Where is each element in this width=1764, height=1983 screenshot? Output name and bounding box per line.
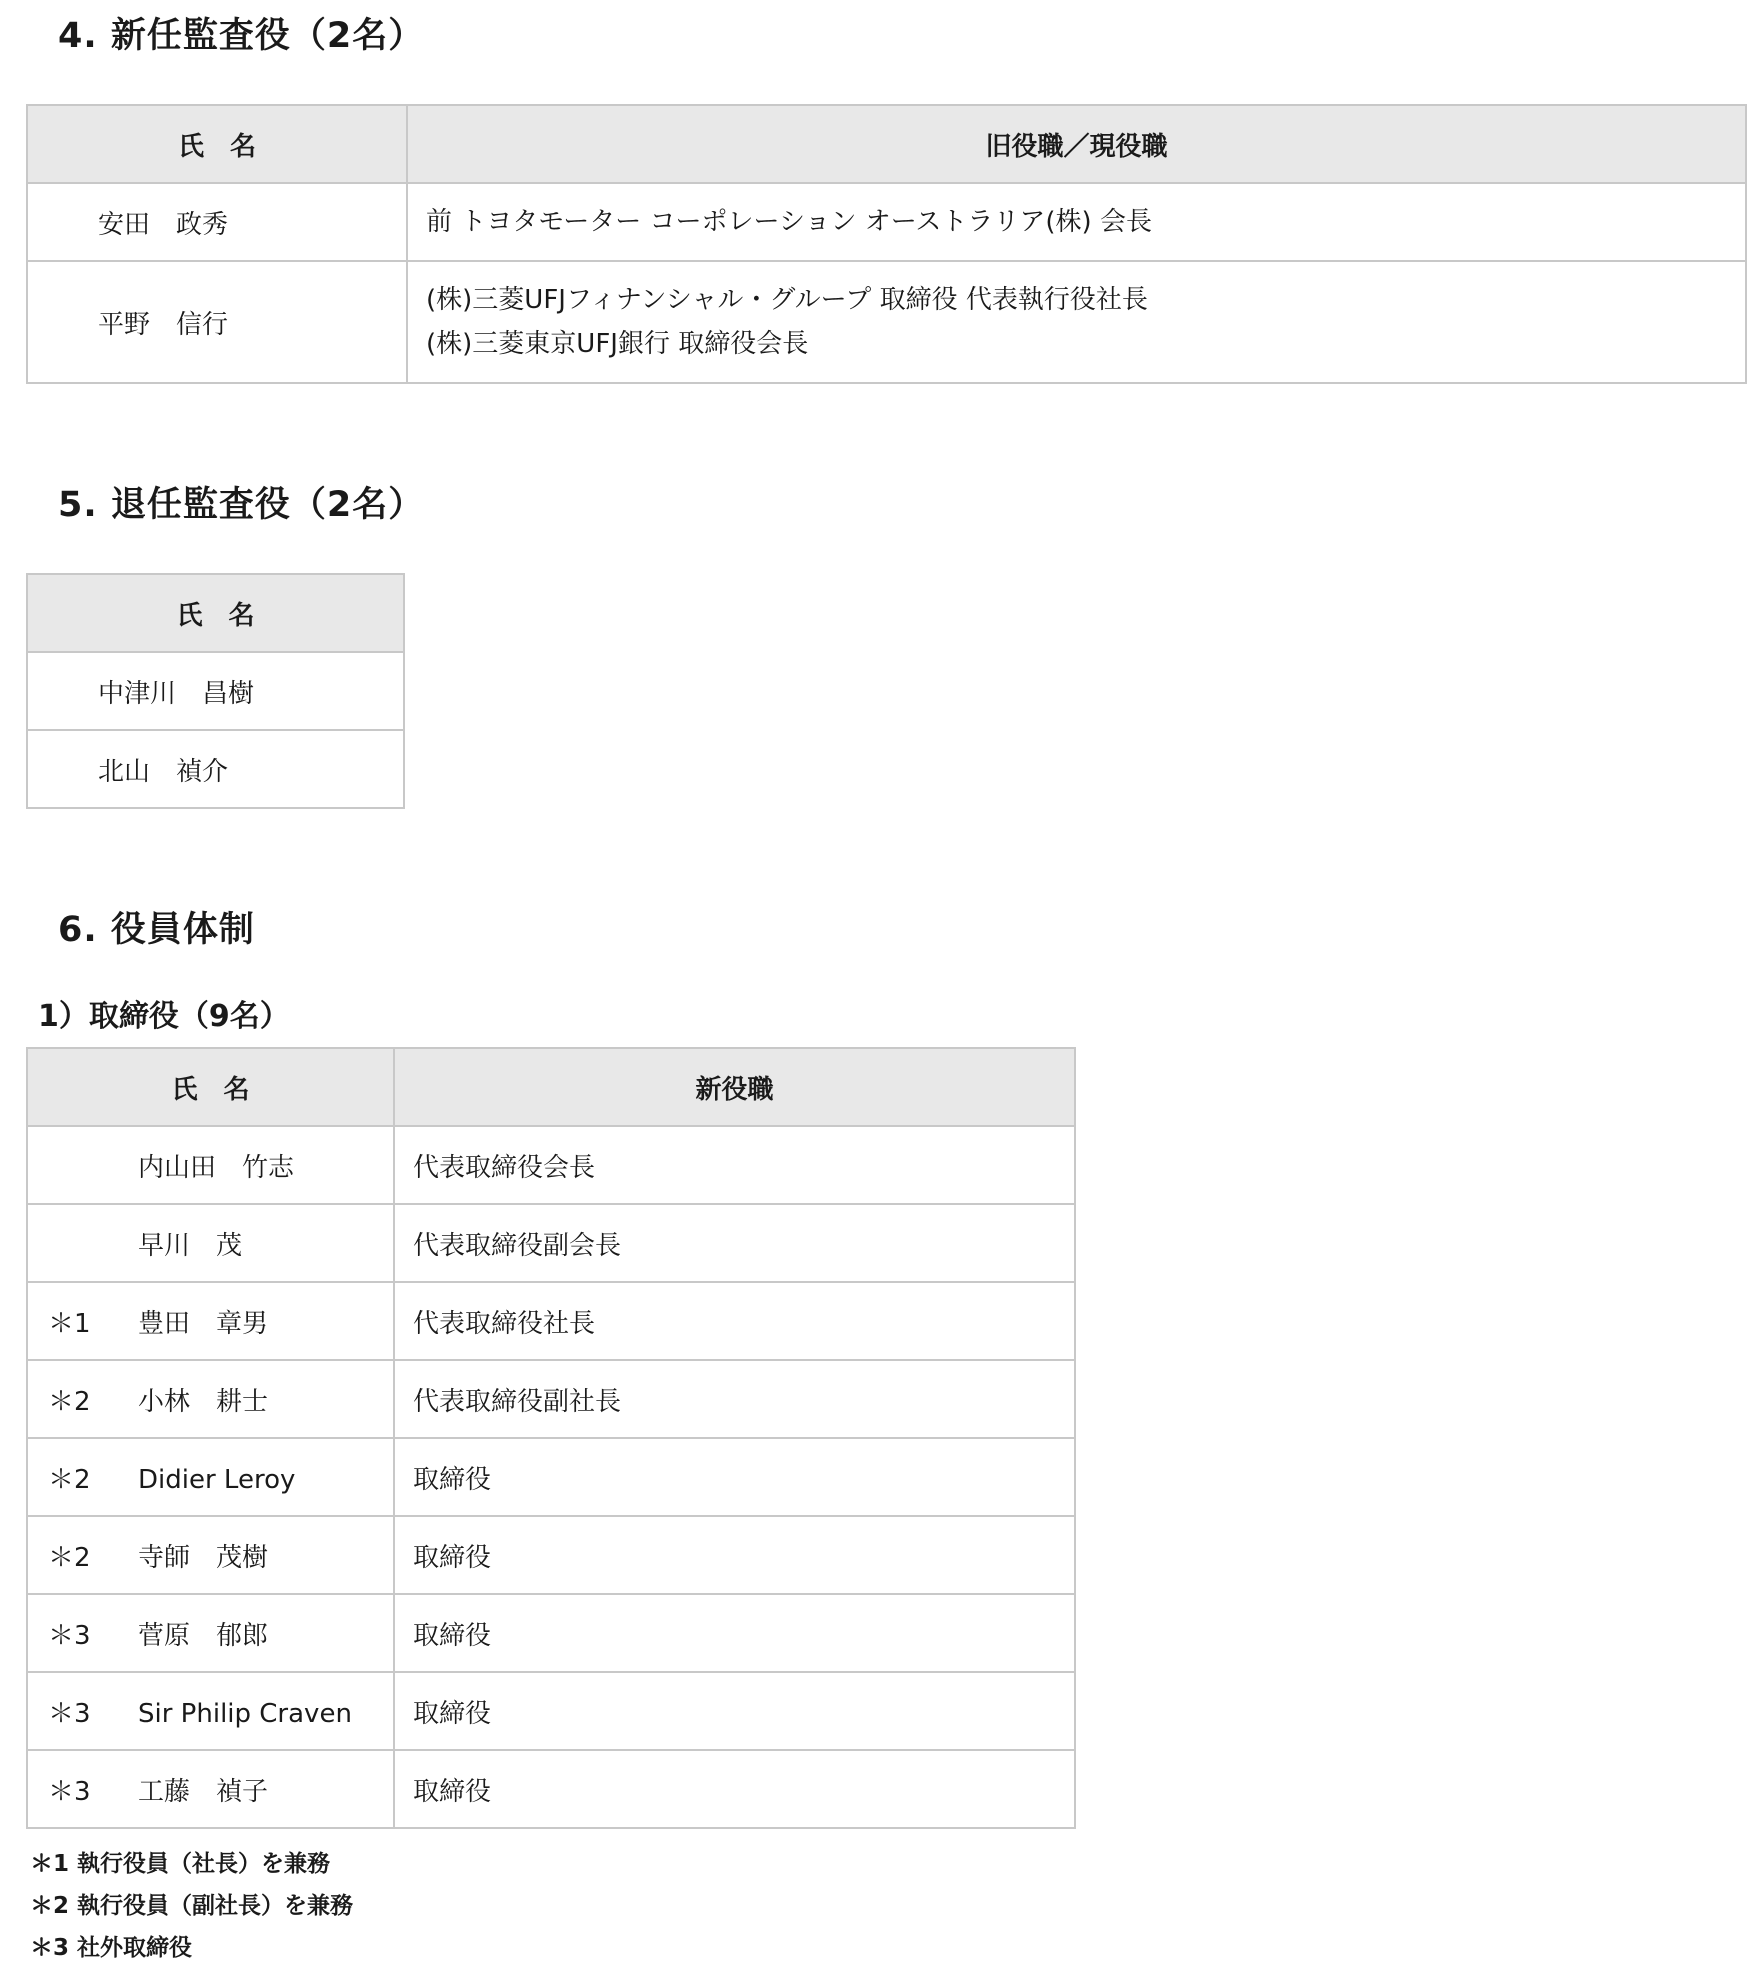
director-position: 取締役 [394, 1594, 1075, 1672]
table-header-row [27, 105, 1746, 183]
director-footnote-mark: ＊2 [48, 1542, 91, 1573]
section-5-title: 5. 退任監査役（2名） [58, 485, 425, 525]
footnote-1: ＊1 執行役員（社長）を兼務 [30, 1851, 331, 1877]
director-position: 代表取締役副社長 [394, 1360, 1075, 1438]
director-position: 取締役 [394, 1516, 1075, 1594]
position-line: 前 トヨタモーター コーポレーション オーストラリア(株) 会長 [426, 207, 1152, 237]
table-row [27, 261, 1746, 383]
director-name-cell [27, 1672, 394, 1750]
director-position: 代表取締役社長 [394, 1282, 1075, 1360]
director-name-cell [27, 1204, 394, 1282]
director-name: 豊田 章男 [138, 1308, 269, 1339]
director-position: 代表取締役副会長 [394, 1204, 1075, 1282]
auditor-position [407, 261, 1746, 383]
director-footnote-mark: ＊3 [48, 1620, 91, 1651]
header-name: 氏 名 [27, 105, 407, 183]
header-name: 氏 名 [27, 1048, 394, 1126]
table-row [27, 1360, 1075, 1438]
director-name-cell [27, 1360, 394, 1438]
director-name: 早川 茂 [138, 1230, 243, 1261]
directors-subtitle: 1）取締役（9名） [38, 999, 290, 1034]
director-name-cell [27, 1594, 394, 1672]
auditor-name: 北山 禎介 [27, 730, 404, 808]
auditor-name: 平野 信行 [27, 261, 407, 383]
table-row [27, 1438, 1075, 1516]
director-position: 取締役 [394, 1438, 1075, 1516]
director-name-cell [27, 1750, 394, 1828]
director-position: 取締役 [394, 1672, 1075, 1750]
auditor-name: 中津川 昌樹 [27, 652, 404, 730]
director-name: 工藤 禎子 [138, 1776, 269, 1807]
auditor-position [407, 183, 1746, 261]
position-line: (株)三菱東京UFJ銀行 取締役会長 [426, 329, 809, 359]
table-row [27, 1594, 1075, 1672]
section-6-title: 6. 役員体制 [58, 910, 255, 950]
director-name-cell [27, 1516, 394, 1594]
auditor-name: 安田 政秀 [27, 183, 407, 261]
table-row [27, 1126, 1075, 1204]
director-name-cell [27, 1126, 394, 1204]
header-name: 氏 名 [27, 574, 404, 652]
director-name: 寺師 茂樹 [138, 1542, 269, 1573]
director-footnote-mark: ＊2 [48, 1464, 91, 1495]
director-name: Didier Leroy [138, 1464, 296, 1495]
new-auditors-table [26, 104, 1747, 384]
header-new-position: 新役職 [394, 1048, 1075, 1126]
table-header-row [27, 1048, 1075, 1126]
retiring-auditors-table [26, 573, 405, 809]
directors-table [26, 1047, 1076, 1829]
table-row [27, 730, 404, 808]
director-footnote-mark: ＊1 [48, 1308, 91, 1339]
section-4-title: 4. 新任監査役（2名） [58, 16, 425, 56]
director-name: Sir Philip Craven [138, 1698, 352, 1729]
table-row [27, 1672, 1075, 1750]
table-row [27, 1204, 1075, 1282]
footnote-2: ＊2 執行役員（副社長）を兼務 [30, 1893, 354, 1919]
position-line: (株)三菱UFJフィナンシャル・グループ 取締役 代表執行役社長 [426, 285, 1148, 315]
director-name-cell [27, 1438, 394, 1516]
director-position: 取締役 [394, 1750, 1075, 1828]
director-position: 代表取締役会長 [394, 1126, 1075, 1204]
director-name: 菅原 郁郎 [138, 1620, 269, 1651]
director-footnote-mark: ＊3 [48, 1698, 91, 1729]
director-footnote-mark: ＊3 [48, 1776, 91, 1807]
table-row [27, 1750, 1075, 1828]
director-name: 内山田 竹志 [138, 1152, 295, 1183]
director-name-cell [27, 1282, 394, 1360]
table-header-row [27, 574, 404, 652]
table-row [27, 652, 404, 730]
header-position: 旧役職／現役職 [407, 105, 1746, 183]
director-name: 小林 耕士 [138, 1386, 269, 1417]
table-row [27, 1516, 1075, 1594]
footnote-3: ＊3 社外取締役 [30, 1935, 193, 1961]
director-footnote-mark: ＊2 [48, 1386, 91, 1417]
table-row [27, 1282, 1075, 1360]
table-row [27, 183, 1746, 261]
